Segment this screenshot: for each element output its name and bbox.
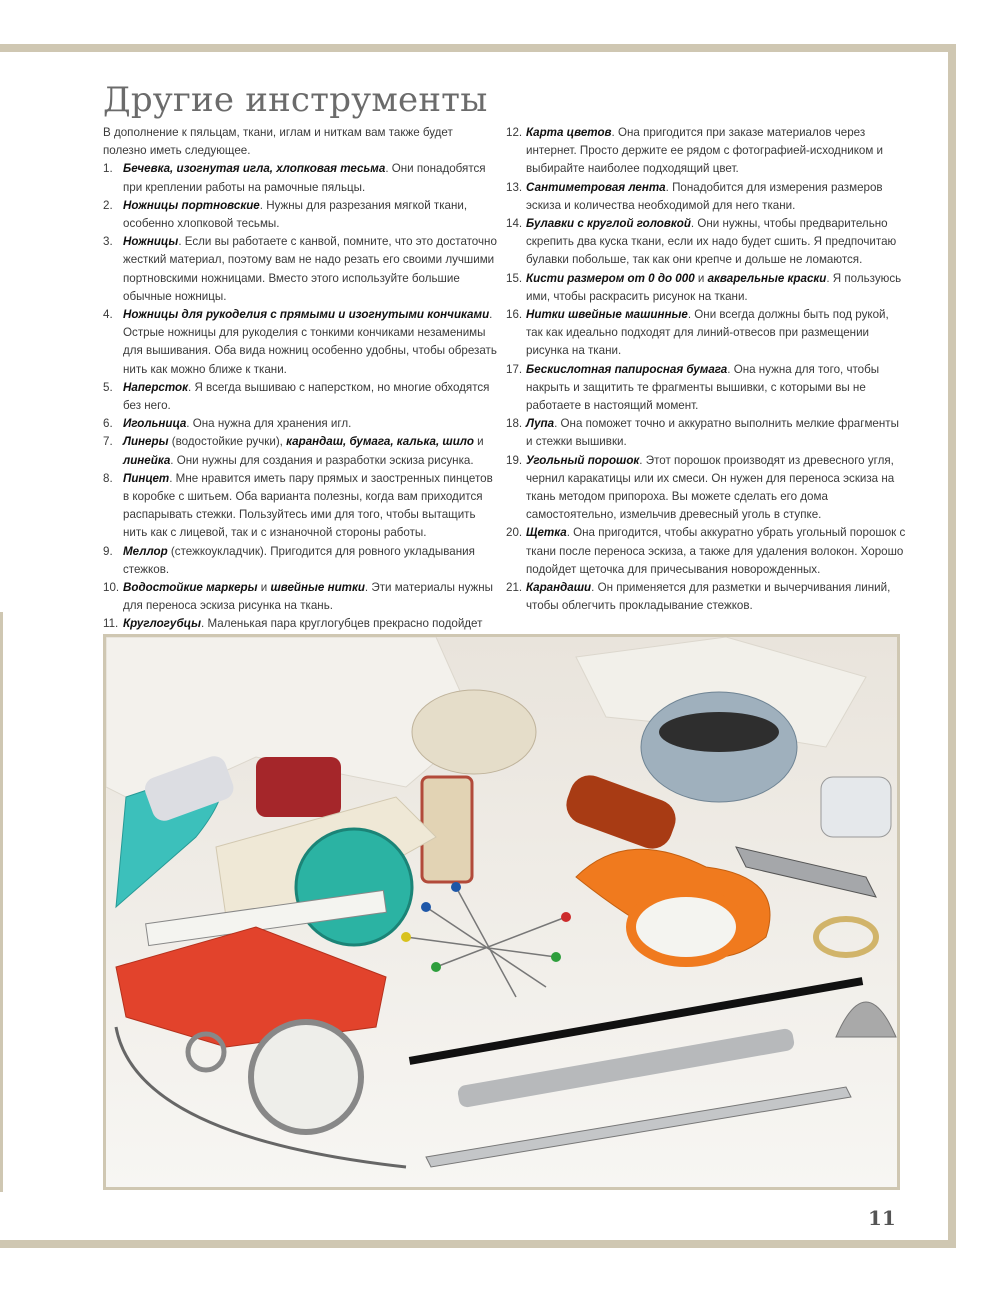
list-item: [103, 415, 498, 433]
item-term: Наперсток: [123, 380, 188, 394]
item-number: 5.: [103, 380, 113, 394]
item-description: . Я всегда вышиваю с наперстком, но многие обходятся без него.: [123, 380, 490, 413]
item-term: Карта цветов: [526, 126, 612, 139]
item-term: швейные нитки: [270, 581, 365, 595]
list-item: [103, 579, 498, 615]
list-item: [506, 179, 906, 215]
item-number: 20.: [506, 526, 523, 540]
item-text-part: и: [473, 435, 484, 449]
item-description: . Я пользуюсь ими, чтобы раскрасить рисунок на ткани.: [526, 271, 902, 303]
item-description: . Она нужна для того, чтобы накрыть и защитить те фрагменты вышивки, с которыми вы не работаете в настоящий момент.: [526, 362, 880, 413]
item-description: . Маленькая пара круглогубцев прекрасно подойдет: [201, 617, 483, 631]
item-term: Бескислотная папиросная бумага: [526, 362, 728, 376]
item-number: 18.: [506, 417, 523, 431]
list-item: [103, 233, 498, 306]
page-number: 11: [868, 1206, 896, 1230]
item-number: 21.: [506, 581, 523, 595]
item-term: Ножницы портновские: [123, 198, 260, 212]
item-term: Булавки с круглой головкой: [526, 217, 691, 231]
item-description: . Она поможет точно и аккуратно выполнить мелкие фрагменты и стежки вышивки.: [526, 417, 899, 449]
item-description: . Он применяется для разметки и вычерчивания линий, чтобы облегчить прокладывание стежков.: [526, 581, 891, 613]
item-number: 14.: [506, 217, 523, 231]
item-text: [526, 524, 906, 579]
paint-tubes: [821, 777, 891, 837]
list-item: [103, 197, 498, 233]
item-description: . Эти материалы нужны для переноса эскиза рисунка на ткань.: [123, 581, 494, 613]
item-number: 9.: [103, 544, 113, 558]
item-number: 17.: [506, 362, 523, 376]
magnifying-glass: [251, 1022, 361, 1132]
item-number: 15.: [506, 271, 523, 285]
item-text: [123, 579, 498, 615]
item-number: 3.: [103, 235, 113, 249]
intro-paragraph: В дополнение к пяльцам, ткани, иглам и ниткам вам также будет полезно иметь следующее.: [103, 126, 453, 158]
list-item: [103, 433, 498, 469]
list-item: [103, 470, 498, 543]
item-number: 10.: [103, 581, 120, 595]
item-text: [526, 306, 906, 361]
item-text: [526, 179, 906, 215]
item-number: 19.: [506, 453, 523, 467]
tools-list-right: [506, 124, 906, 615]
item-text: [123, 306, 498, 379]
list-item: [103, 160, 498, 196]
item-number: 8.: [103, 471, 113, 485]
item-term: Круглогубцы: [123, 617, 202, 631]
item-term: Бечевка, изогнутая игла, хлопковая тесьма: [123, 162, 386, 176]
item-text: [526, 361, 906, 416]
item-description: . Этот порошок производят из древесного угля, чернил каракатицы или их смеси. Он нужен для переноса эскиза на ткань методом припороха. Вы можете сделать его дома самостоятельно, измельчив древесный уголь в ступке.: [526, 453, 895, 522]
item-text: [123, 433, 498, 469]
item-term: Карандаши: [526, 581, 592, 595]
item-text: [526, 215, 906, 270]
string-ball: [412, 690, 536, 774]
item-description: . Они понадобятся при креплении работы на рамочные пяльцы.: [123, 162, 486, 194]
list-item: [506, 124, 906, 179]
item-text: [526, 579, 906, 615]
tools-photo-illustration: [106, 637, 897, 1187]
item-number: 11.: [103, 617, 119, 631]
item-description: . Если вы работаете с канвой, помните, что это достаточно жесткий материал, поэтому вам не надо резать его своими лучшими портновскими ножницами. Вместо этого используйте большие обычные ножницы.: [123, 235, 497, 303]
list-item: [103, 379, 498, 415]
item-term: акварельные краски: [707, 271, 827, 285]
page-frame-right: [948, 44, 956, 1248]
page-frame-left-mark: [0, 612, 3, 1192]
item-description: . Они всегда должны быть под рукой, так как идеально подходят для линий-отвесов при размещении рисунка на ткани.: [526, 308, 889, 358]
tools-list-left: [103, 160, 498, 651]
item-description: . Мне нравится иметь пару прямых и заостренных пинцетов в коробке с шитьем. Оба варианта полезны, когда вам приходится распарывать стежки. Пользуйтесь ими для того, чтобы вытащить нить как с лицевой, так и с изнаночной стороны работы.: [123, 471, 493, 540]
item-text: [123, 233, 498, 306]
tools-photo: [103, 634, 900, 1190]
item-text: [123, 415, 498, 433]
page-frame-top: [0, 44, 956, 52]
left-column: [103, 124, 498, 652]
item-term: Щетка: [526, 526, 567, 540]
item-term: линейка: [123, 453, 171, 467]
list-item: [506, 579, 906, 615]
item-description: . Она пригодится, чтобы аккуратно убрать угольный порошок с ткани после переноса эскиза, а также для удаления волокон. Хорошо подойдет щеточка для причесывания новорожденных.: [526, 526, 906, 576]
list-item: [506, 270, 906, 306]
item-term: карандаш, бумага, калька, шило: [286, 435, 474, 449]
item-text: [123, 160, 498, 196]
list-item: [506, 524, 906, 579]
item-text: [123, 197, 498, 233]
item-number: 7.: [103, 435, 113, 449]
item-term: Меллор: [123, 544, 168, 558]
item-text: [123, 470, 498, 543]
item-description: . Понадобится для измерения размеров эскиза и количества необходимой для него ткани.: [526, 180, 883, 212]
item-text: [526, 452, 906, 525]
item-text: [526, 124, 906, 179]
item-description: . Она пригодится при заказе материалов через интернет. Просто держите ее рядом с фотографией-исходником и выбирайте наиболее подходящий цвет.: [526, 126, 884, 176]
list-item: [506, 452, 906, 525]
red-thread-spool: [256, 757, 341, 817]
page-title: Другие инструменты: [103, 80, 488, 120]
item-term: Кисти размером от 0 до 000: [526, 271, 695, 285]
item-text: [123, 543, 498, 579]
item-term: Сантиметровая лента: [526, 180, 666, 194]
item-text-part: и: [257, 581, 271, 595]
item-term: Ножницы для рукоделия с прямыми и изогнутыми кончиками: [123, 308, 490, 322]
item-description: . Они нужны, чтобы предварительно скрепить два куска ткани, если их надо будет сшить. Я предпочитаю булавки побольше, так как они крепче и дольше не ломаются.: [526, 217, 897, 267]
item-number: 12.: [506, 126, 523, 139]
item-number: 1.: [103, 162, 113, 176]
item-text: [526, 415, 906, 451]
list-item: [506, 306, 906, 361]
item-term: Водостойкие маркеры: [123, 581, 258, 595]
item-number: 6.: [103, 417, 113, 431]
item-description: . Она нужна для хранения игл.: [186, 417, 352, 431]
list-item: [103, 543, 498, 579]
item-text-part: (водостойкие ручки),: [168, 435, 287, 449]
item-description: . Они нужны для создания и разработки эскиза рисунка.: [170, 453, 474, 467]
item-term: Линеры: [123, 435, 169, 449]
item-text: [526, 270, 906, 306]
item-description: . Острые ножницы для рукоделия с тонкими кончиками незаменимы для вышивания. Оба вида ножниц особенно удобны, чтобы обрезать нить как можно ближе к ткани.: [123, 308, 497, 376]
page-frame-bottom: [0, 1240, 956, 1248]
item-description: . Нужны для разрезания мягкой ткани, особенно хлопковой тесьмы.: [123, 198, 468, 231]
list-item: [506, 415, 906, 451]
list-item: [506, 361, 906, 416]
tape-measure: [296, 829, 412, 945]
item-description: (стежкоукладчик). Пригодится для ровного укладывания стежков.: [123, 544, 475, 576]
item-text-part: и: [694, 271, 708, 285]
thread-spool: [422, 777, 472, 882]
item-number: 2.: [103, 198, 113, 212]
item-number: 13.: [506, 180, 523, 194]
item-term: Игольница: [123, 417, 187, 431]
item-term: Угольный порошок: [526, 453, 640, 467]
right-column: [506, 124, 906, 615]
list-item: [103, 306, 498, 379]
item-term: Ножницы: [123, 235, 179, 249]
list-item: [506, 215, 906, 270]
item-text: [123, 379, 498, 415]
item-number: 16.: [506, 308, 523, 322]
item-term: Лупа: [526, 417, 555, 431]
item-number: 4.: [103, 308, 113, 322]
item-term: Пинцет: [123, 471, 170, 485]
item-term: Нитки швейные машинные: [526, 308, 688, 322]
